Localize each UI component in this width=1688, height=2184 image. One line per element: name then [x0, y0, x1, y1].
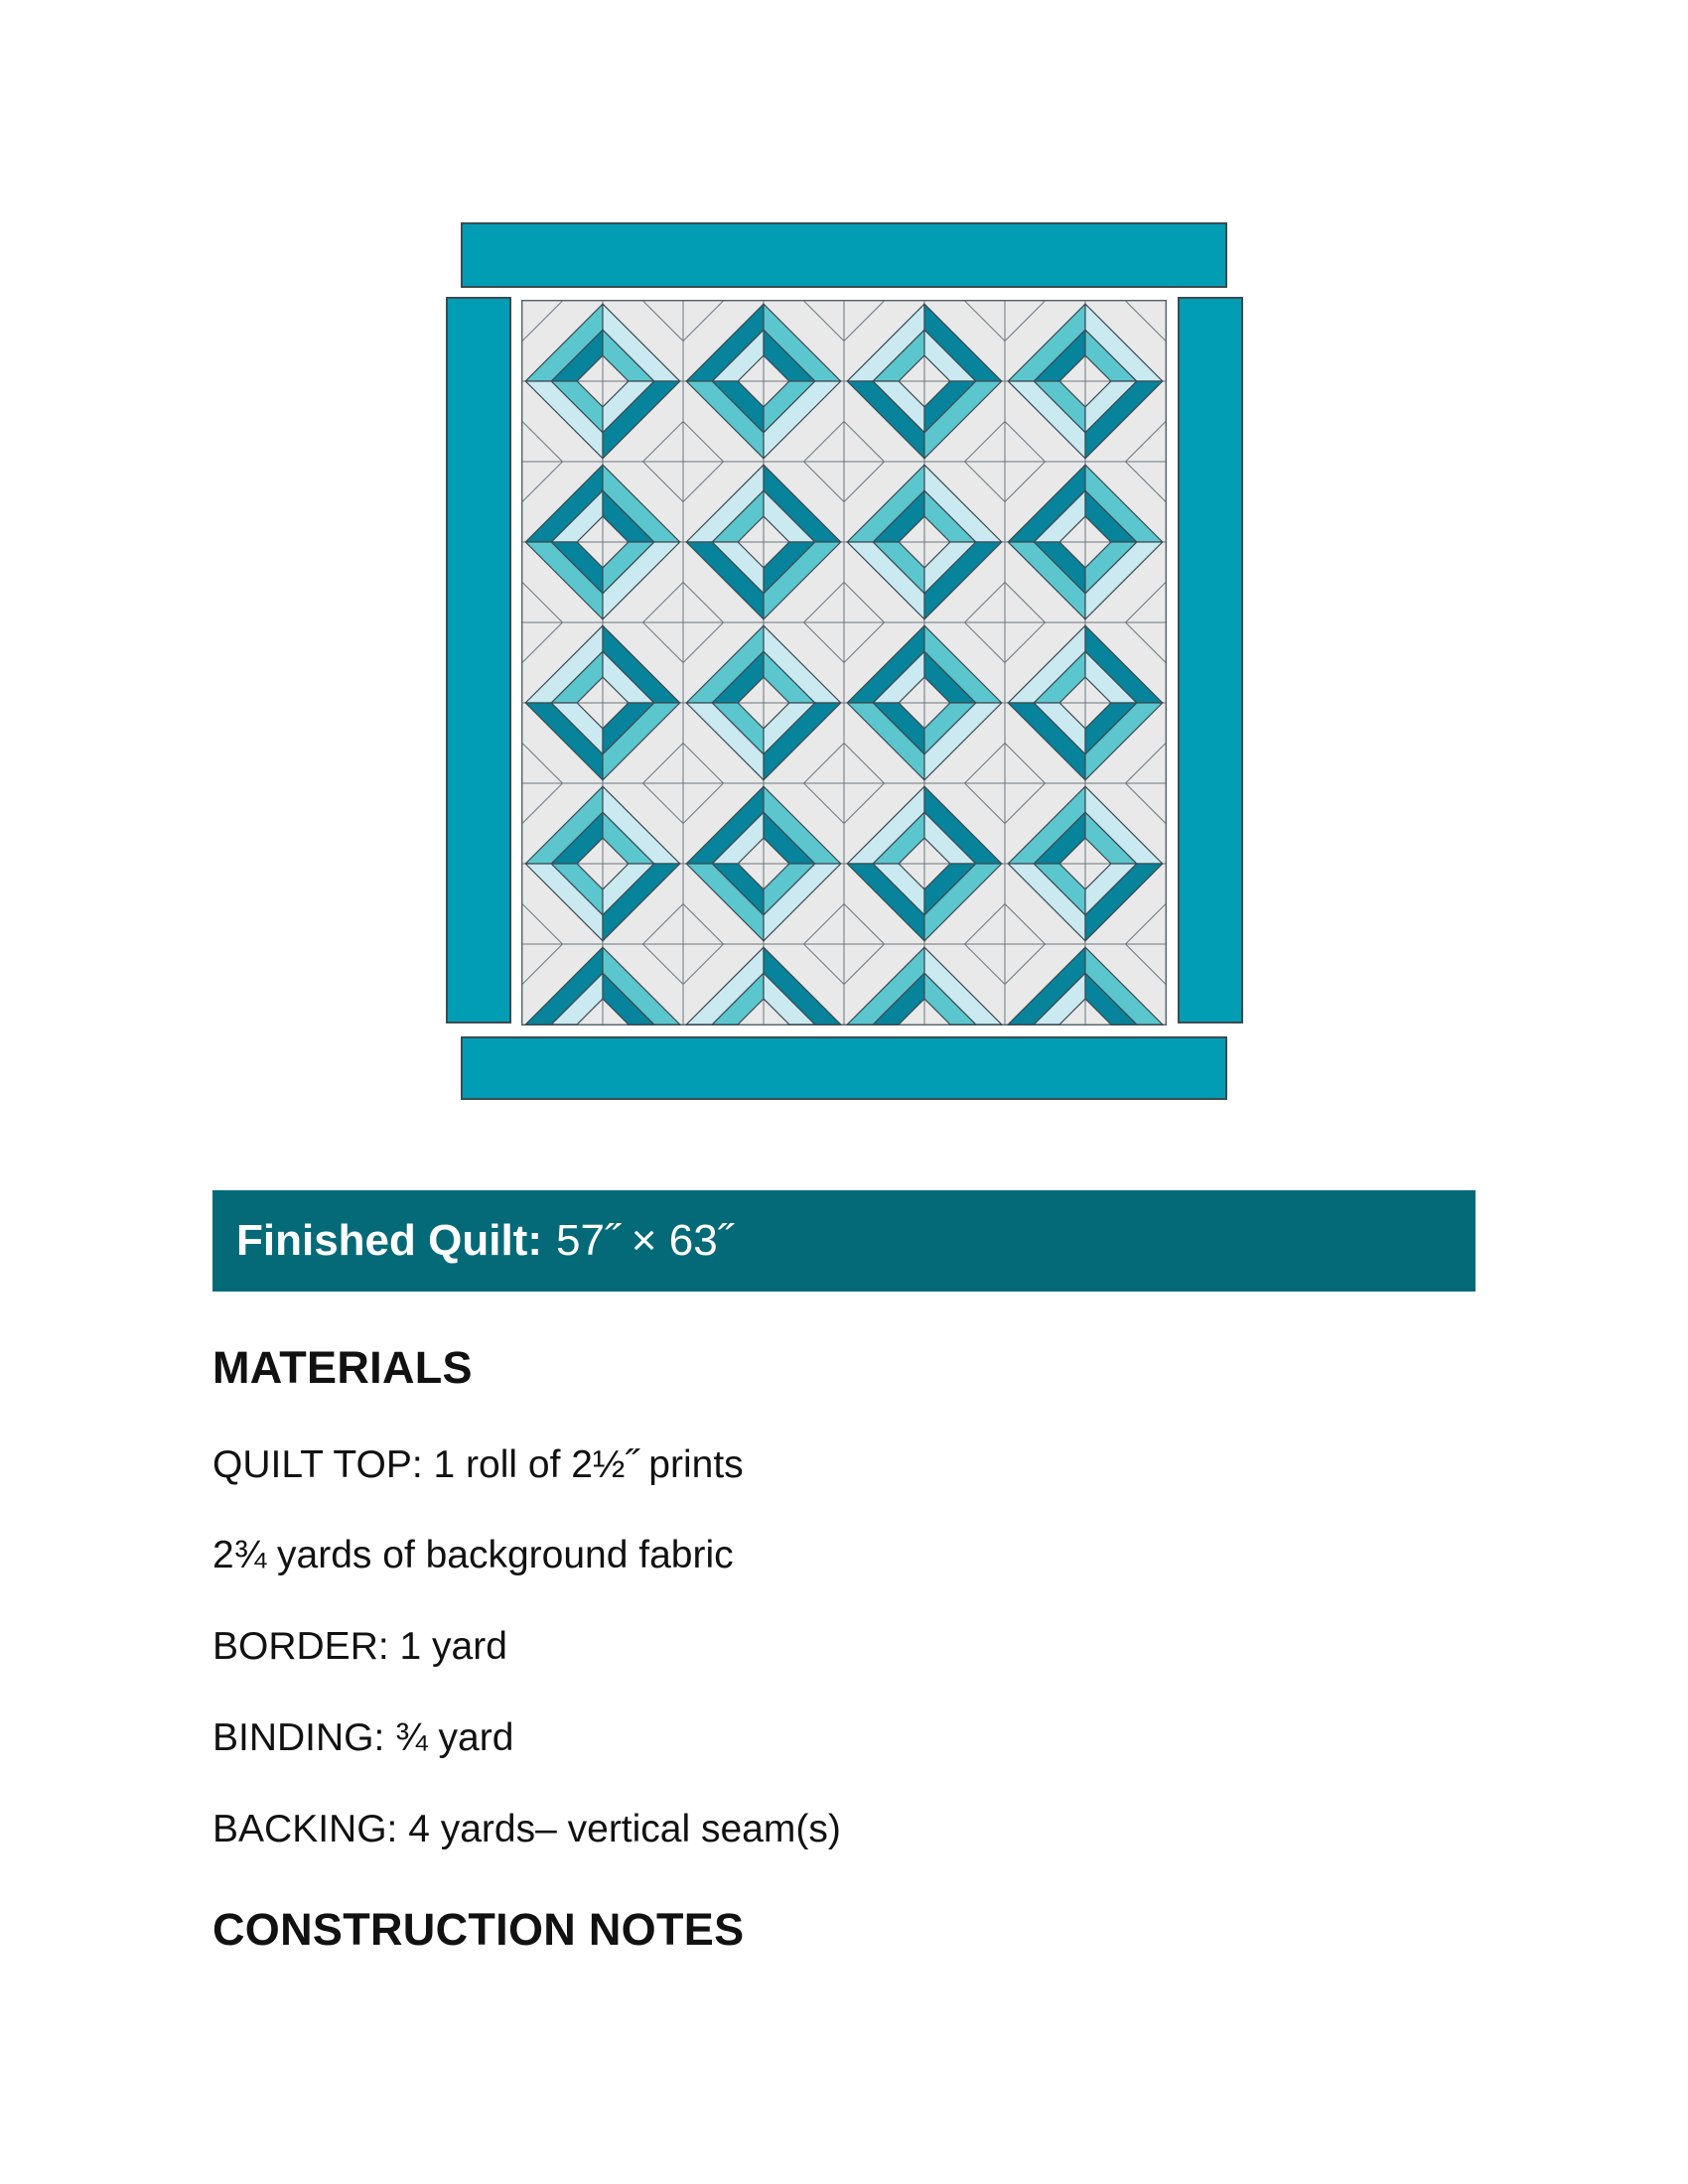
quilt-block	[603, 783, 683, 864]
quilt-block	[683, 864, 764, 944]
quilt-block	[924, 542, 1005, 622]
quilt-block	[603, 301, 683, 381]
quilt-block	[1005, 864, 1085, 944]
quilt-block	[844, 783, 924, 864]
materials-item-backing: BACKING: 4 yards– vertical seam(s)	[212, 1808, 841, 1850]
quilt-block	[683, 462, 764, 542]
quilt-block	[924, 381, 1005, 462]
quilt-block	[603, 462, 683, 542]
quilt-block	[924, 301, 1005, 381]
quilt-block	[603, 381, 683, 462]
border-left	[447, 298, 510, 1023]
quilt-block	[522, 783, 603, 864]
quilt-block	[1085, 703, 1166, 783]
quilt-block	[764, 622, 844, 703]
quilt-block	[522, 622, 603, 703]
quilt-block	[603, 864, 683, 944]
quilt-diagram	[437, 213, 1251, 1107]
quilt-block	[683, 301, 764, 381]
border-right	[1179, 298, 1242, 1023]
quilt-block	[1085, 542, 1166, 622]
quilt-block	[683, 944, 764, 1024]
quilt-block	[1005, 462, 1085, 542]
quilt-block	[1085, 301, 1166, 381]
quilt-block	[683, 703, 764, 783]
quilt-block	[924, 783, 1005, 864]
quilt-block	[924, 703, 1005, 783]
finished-quilt-label: Finished Quilt:	[236, 1216, 542, 1265]
quilt-block	[764, 864, 844, 944]
materials-item-background: 2¾ yards of background fabric	[212, 1534, 734, 1576]
materials-item-binding: BINDING: ¾ yard	[212, 1716, 514, 1759]
quilt-block	[683, 622, 764, 703]
quilt-block	[924, 944, 1005, 1024]
quilt-block	[764, 301, 844, 381]
quilt-block	[764, 703, 844, 783]
finished-quilt-banner	[212, 1190, 1476, 1292]
quilt-block	[1085, 381, 1166, 462]
quilt-block	[683, 381, 764, 462]
quilt-block	[1005, 381, 1085, 462]
quilt-block	[1085, 462, 1166, 542]
quilt-block	[1005, 622, 1085, 703]
quilt-block	[764, 542, 844, 622]
quilt-block	[1005, 703, 1085, 783]
quilt-block	[844, 301, 924, 381]
materials-heading: MATERIALS	[212, 1342, 473, 1393]
quilt-block	[764, 944, 844, 1024]
quilt-block	[1085, 622, 1166, 703]
quilt-block	[1085, 783, 1166, 864]
finished-quilt-size: 57˝ × 63˝	[555, 1216, 733, 1265]
quilt-block	[522, 301, 603, 381]
quilt-block	[1005, 944, 1085, 1024]
quilt-block	[603, 703, 683, 783]
quilt-block	[603, 622, 683, 703]
quilt-block	[1085, 864, 1166, 944]
quilt-block	[844, 381, 924, 462]
quilt-block	[1005, 783, 1085, 864]
quilt-block	[764, 381, 844, 462]
quilt-block	[522, 703, 603, 783]
quilt-block	[764, 462, 844, 542]
quilt-block	[844, 462, 924, 542]
quilt-block	[603, 944, 683, 1024]
quilt-block	[764, 783, 844, 864]
quilt-block	[844, 944, 924, 1024]
quilt-block	[924, 864, 1005, 944]
quilt-block	[1005, 301, 1085, 381]
quilt-block	[844, 622, 924, 703]
materials-item-border: BORDER: 1 yard	[212, 1625, 507, 1668]
quilt-block	[522, 542, 603, 622]
border-bottom	[462, 1037, 1226, 1099]
quilt-block	[522, 381, 603, 462]
quilt-block	[683, 542, 764, 622]
quilt-block	[924, 462, 1005, 542]
quilt-block	[522, 864, 603, 944]
quilt-block	[924, 622, 1005, 703]
quilt-block	[1085, 944, 1166, 1024]
quilt-block	[844, 864, 924, 944]
materials-item-quilt-top: QUILT TOP: 1 roll of 2½˝ prints	[212, 1443, 744, 1486]
quilt-block	[1005, 542, 1085, 622]
quilt-block	[683, 783, 764, 864]
quilt-block	[522, 944, 603, 1024]
quilt-block	[844, 703, 924, 783]
quilt-block	[603, 542, 683, 622]
construction-notes-heading: CONSTRUCTION NOTES	[212, 1904, 745, 1955]
border-top	[462, 223, 1226, 287]
quilt-block	[844, 542, 924, 622]
quilt-center	[522, 301, 1166, 1024]
quilt-block	[522, 462, 603, 542]
